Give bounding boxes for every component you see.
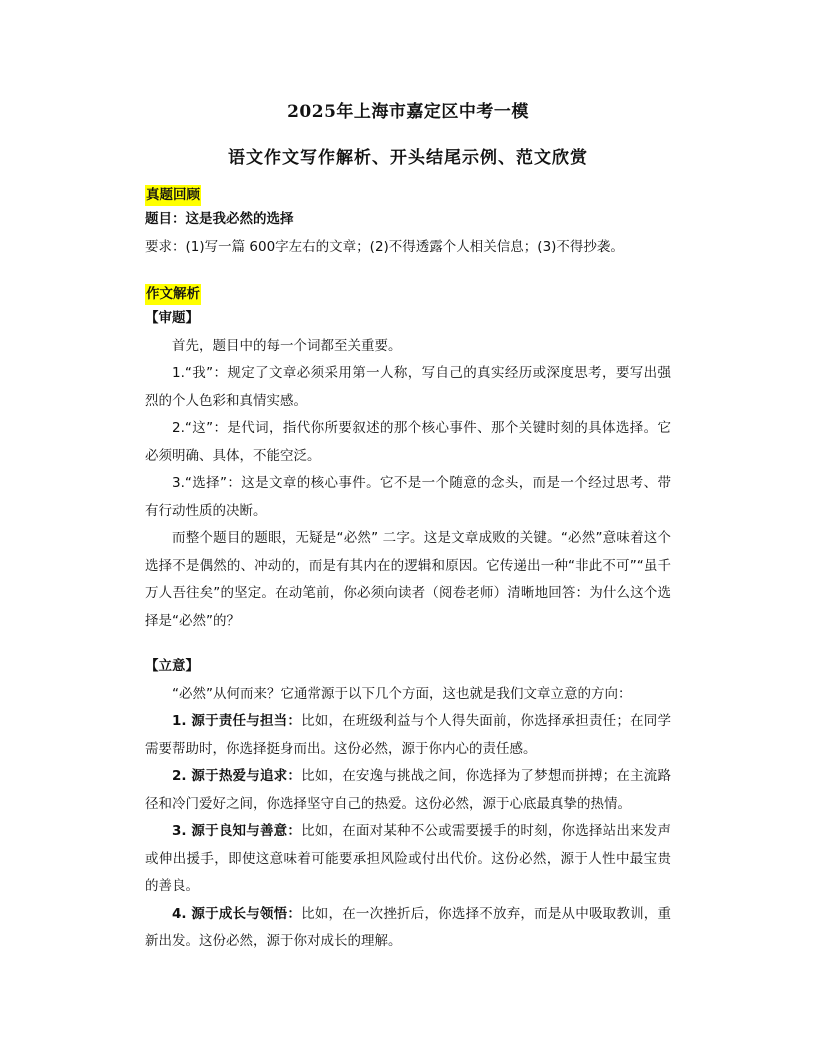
liyi-point-lead: 3. 源于良知与善意： [172, 823, 302, 839]
liyi-point-lead: 4. 源于成长与领悟： [172, 905, 302, 922]
liyi-point-text: 比如，在面对某种不公或需要援手的时刻，你选择站出来发声或伸出援手，即使这意味着可能要承担风险或付出代价。这份必然，源于人性中最宝贵的善良。 [145, 823, 671, 894]
shenti-point: 3.“选择”：这是文章的核心事件。它不是一个随意的念头，而是一个经过思考、带有行动性质的决断。 [145, 475, 671, 519]
liyi-point-lead: 2. 源于热爱与追求： [172, 768, 302, 784]
liyi-intro: “必然”从何而来？它通常源于以下几个方面，这也就是我们文章立意的方向： [172, 685, 632, 702]
document-subtitle: 语文作文写作解析、开头结尾示例、范文欣赏 [228, 148, 588, 168]
document-body [145, 184, 671, 956]
shenti-point: 1.“我”：规定了文章必须采用第一人称，写自己的真实经历或深度思考，要写出强烈的个人色彩和真情实感。 [145, 365, 671, 409]
heading-liyi: 【立意】 [145, 658, 199, 674]
shenti-summary: 而整个题目的题眼，无疑是“必然” 二字。这是文章成败的关键。“必然”意味着这个选择不是偶然的、冲动的，而是有其内在的逻辑和原因。它传递出一种“非此不可”“虽千万人吾往矣”的坚定。在动笔前，你必须向读者（阅卷老师）清晰地回答：为什么这个选择是“必然”的？ [145, 530, 671, 629]
document-title: 2025年上海市嘉定区中考一模 [287, 102, 529, 122]
liyi-point-text: 比如，在班级利益与个人得失面前，你选择承担责任；在同学需要帮助时，你选择挺身而出。这份必然，源于你内心的责任感。 [145, 713, 671, 757]
liyi-point [145, 763, 671, 818]
essay-requirements: 要求：(1)写一篇 600字左右的文章；(2)不得透露个人相关信息；(3)不得抄袭。 [145, 238, 624, 255]
liyi-point-text: 比如，在一次挫折后，你选择不放弃，而是从中吸取教训，重新出发。这份必然，源于你对成长的理解。 [145, 905, 671, 949]
essay-topic: 题目：这是我必然的选择 [145, 211, 294, 227]
section-label-review: 真题回顾 [145, 185, 201, 206]
heading-shenti: 【审题】 [145, 310, 199, 326]
section-label-analysis: 作文解析 [145, 284, 201, 305]
shenti-intro: 首先，题目中的每一个词都至关重要。 [172, 337, 402, 354]
liyi-point-lead: 1. 源于责任与担当： [172, 713, 302, 729]
liyi-point [145, 708, 671, 763]
section-review [145, 184, 671, 261]
shenti-point: 2.“这”：是代词，指代你所要叙述的那个核心事件、那个关键时刻的具体选择。它必须明确、具体，不能空泛。 [145, 420, 671, 464]
section-analysis [145, 283, 671, 956]
liyi-point [145, 818, 671, 901]
liyi-point-text: 比如，在安逸与挑战之间，你选择为了梦想而拼搏；在主流路径和冷门爱好之间，你选择坚守自己的热爱。这份必然，源于心底最真挚的热情。 [145, 768, 671, 812]
liyi-point [145, 901, 671, 956]
